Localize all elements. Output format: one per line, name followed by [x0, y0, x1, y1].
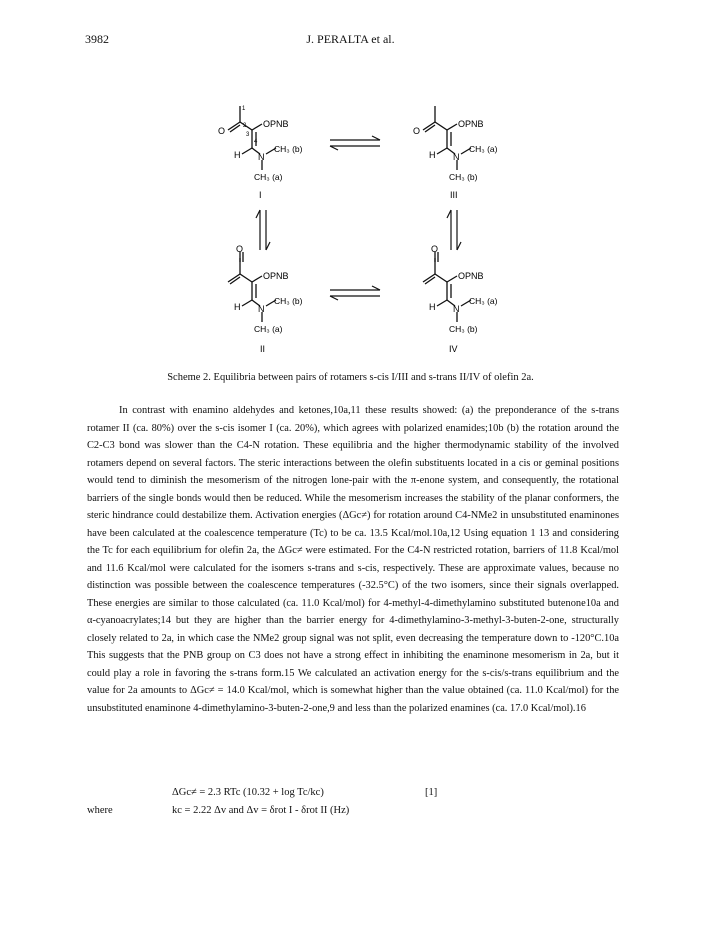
scheme-2: [180, 100, 520, 367]
equilibrium-arrows-i-iii: [330, 136, 380, 150]
label-ii: II: [260, 344, 266, 354]
label-i: I: [259, 190, 262, 200]
equilibrium-arrows-ii-iv: [330, 286, 380, 300]
structure-iii: [413, 106, 498, 182]
svg-text:CH₃ (b): CH₃ (b): [274, 296, 303, 306]
equation-number: [1]: [425, 787, 438, 798]
svg-text:N: N: [258, 304, 265, 314]
svg-text:CH₃ (b): CH₃ (b): [449, 324, 478, 334]
svg-text:3: 3: [246, 132, 250, 138]
svg-text:1: 1: [242, 106, 246, 112]
svg-text:OPNB: OPNB: [263, 119, 289, 129]
svg-text:H: H: [429, 150, 436, 160]
structure-ii: [228, 244, 303, 334]
equation-line-1: ΔGc≠ = 2.3 RTc (10.32 + log Tc/kc): [172, 787, 324, 798]
svg-text:H: H: [234, 302, 241, 312]
svg-text:O: O: [413, 126, 421, 136]
svg-text:OPNB: OPNB: [263, 271, 289, 281]
structure-i: [218, 106, 303, 182]
equation-where: where: [87, 805, 113, 816]
page-number: 3982: [85, 32, 109, 46]
svg-text:O: O: [236, 244, 244, 254]
svg-text:CH₃ (a): CH₃ (a): [469, 296, 498, 306]
label-iii: III: [450, 190, 458, 200]
label-iv: IV: [449, 344, 458, 354]
svg-text:N: N: [258, 152, 265, 162]
structure-iv: [423, 244, 498, 334]
equation-block: [87, 784, 619, 820]
scheme-caption: Scheme 2. Equilibria between pairs of rotamers s-cis I/III and s-trans II/IV of olefin 2a.: [167, 372, 534, 383]
body-text: [87, 402, 619, 717]
svg-text:CH₃ (a): CH₃ (a): [254, 172, 283, 182]
running-header: J. PERALTA et al.: [306, 32, 395, 46]
svg-text:OPNB: OPNB: [458, 119, 484, 129]
svg-text:2: 2: [243, 123, 247, 129]
svg-text:CH₃ (b): CH₃ (b): [274, 144, 303, 154]
equation-line-2: kc = 2.22 Δv and Δv = δrot I - δrot II (Hz): [172, 805, 350, 816]
svg-text:N: N: [453, 304, 460, 314]
svg-text:H: H: [429, 302, 436, 312]
paragraph: In contrast with enamino aldehydes and ketones,10a,11 these results showed: (a) the preponderance of the s-trans rotamer II (ca. 80%) over the s-cis isomer I (ca. 20%), which agrees with polarized enamides;10b (b) the rotation around the C2-C3 bond was slower than the C4-N rotation. These equilibria and the higher thermodynamic stability of the involved rotamers depend on several factors. The steric interactions between the olefin substituents located in a cis or geminal positions would tend to diminish the mesomerism of the nitrogen lone-pair with the π-enone system, and consequently, the rotational barriers of the single bonds would then be reduced. While the mesomerism increases the stability of the planar conformers, the steric hindrance could destabilize them. Activation energies (ΔGc≠) for rotation around C4-NMe2 in unsubstituted enaminones have been calculated at the coalescence temperature (Tc) to be ca. 13.5 Kcal/mol.10a,12 Using equation 1 13 and considering the Tc for each equilibrium for olefin 2a, the ΔGc≠ were estimated. For the C4-N restricted rotation, barriers of 11.8 Kcal/mol and 11.6 Kcal/mol were calculated for the isomers s-trans and s-cis, respectively. These are approximate values, because no distinction was possible between the coalescence temperatures (-32.5°C) of the two isomers, since their signals overlapped. These energies are similar to those calculated (ca. 11.0 Kcal/mol) for 4-methyl-4-dimethylamino substituted butenone10a and α-cyanoacrylates;14 but they are higher than the barrier energy for 4-dimethylamino-3-methyl-3-buten-2-one, structurally closely related to 2a, in which case the NMe2 group signal was not split, even decreasing the temperature down to -120°C.10a This suggests that the PNB group on C3 does not have a strong effect in inhibiting the enaminone mesomerism in 2a, but it could play a role in favoring the s-trans form.15 We calculated an activation energy for the s-cis/s-trans equilibrium and the value for 2a amounts to ΔGc≠ = 14.0 Kcal/mol, which is somewhat higher than the value obtained (ca. 11.0 Kcal/mol) for the unsubstituted enaminone 4-dimethylamino-3-buten-2-one,9 and less than the polarized enamines (ca. 17.0 Kcal/mol).16: [87, 405, 619, 714]
equilibrium-arrows-iii-iv: [447, 210, 461, 250]
svg-text:O: O: [431, 244, 439, 254]
svg-text:H: H: [234, 150, 241, 160]
svg-text:CH₃ (a): CH₃ (a): [254, 324, 283, 334]
equilibrium-arrows-i-ii: [256, 210, 270, 250]
atom-o: O: [218, 126, 226, 136]
svg-text:4: 4: [254, 139, 258, 145]
svg-text:OPNB: OPNB: [458, 271, 484, 281]
svg-text:CH₃ (b): CH₃ (b): [449, 172, 478, 182]
svg-text:N: N: [453, 152, 460, 162]
svg-text:CH₃ (a): CH₃ (a): [469, 144, 498, 154]
